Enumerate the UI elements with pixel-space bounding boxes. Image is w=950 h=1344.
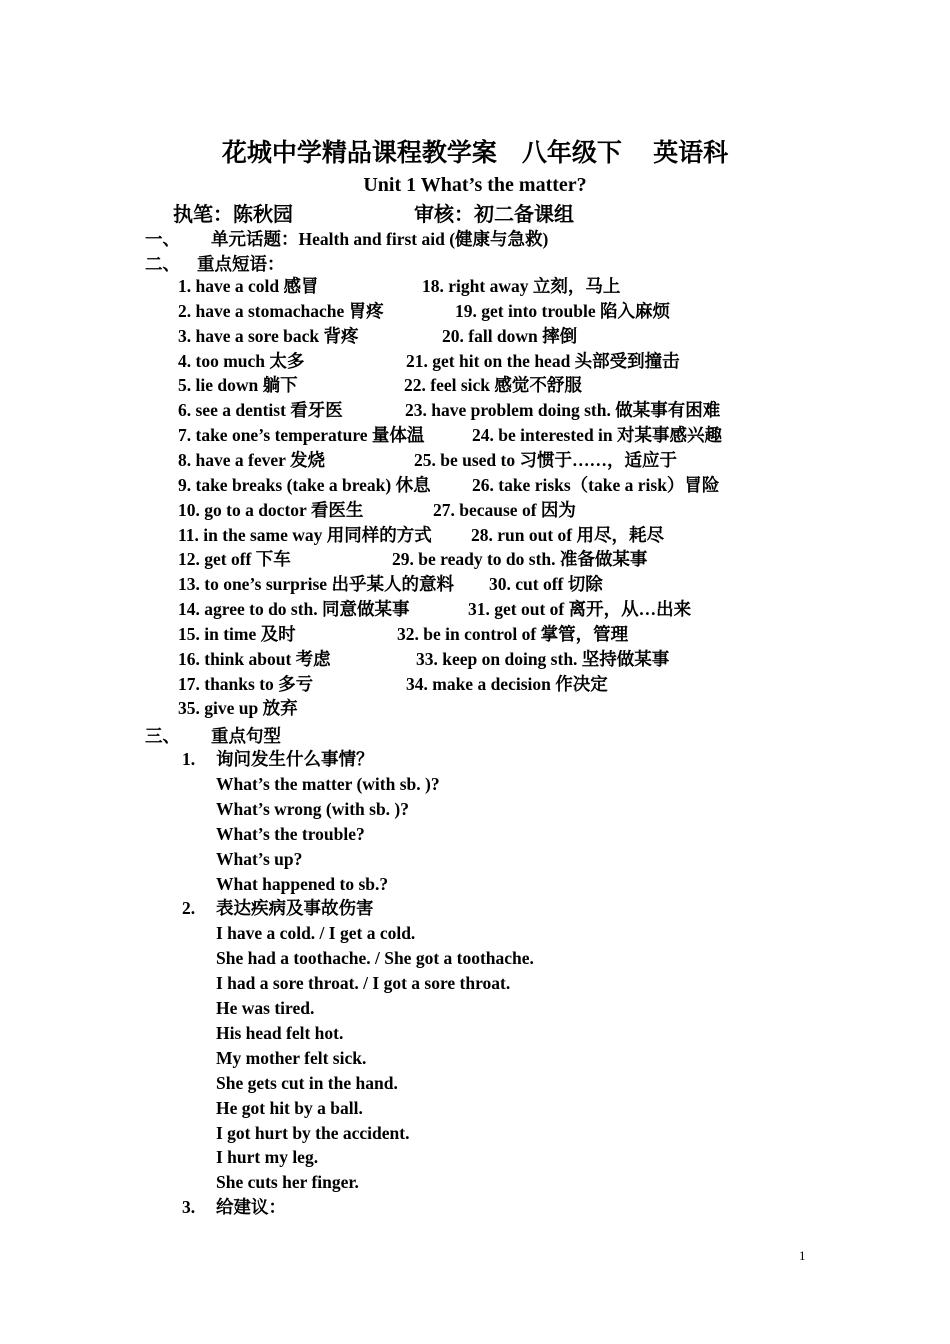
pattern-sentence: He was tired. — [216, 998, 315, 1018]
pattern-sentence: He got hit by a ball. — [216, 1097, 363, 1118]
pattern-number: 3. — [182, 1197, 196, 1218]
phrase-item: 8. have a fever 发烧 — [178, 449, 325, 470]
phrase-item: 24. be interested in 对某事感兴趣 — [472, 425, 723, 446]
phrase-item: 13. to one’s surprise 出乎某人的意料 — [178, 574, 454, 595]
phrase-item: 29. be ready to do sth. 准备做某事 — [392, 549, 648, 570]
pattern-heading: 询问发生什么事情？ — [216, 749, 374, 769]
pattern-sentence: I have a cold. / I get a cold. — [216, 923, 416, 944]
phrase-item: 21. get hit on the head 头部受到撞击 — [406, 350, 680, 371]
phrase-item: 14. agree to do sth. 同意做某事 — [178, 599, 410, 620]
phrase-item: 34. make a decision 作决定 — [406, 673, 608, 694]
pattern-sentence: I got hurt by the accident. — [216, 1122, 410, 1143]
phrase-item: 25. be used to 习惯于……，适应于 — [414, 449, 677, 470]
pattern-sentence: What’s the matter (with sb. )? — [216, 773, 440, 794]
phrase-item: 7. take one’s temperature 量体温 — [178, 425, 425, 446]
phrase-item: 22. feel sick 感觉不舒服 — [404, 375, 582, 396]
pattern-sentence: She gets cut in the hand. — [216, 1072, 398, 1093]
phrase-item: 18. right away 立刻，马上 — [422, 276, 621, 296]
phrase-item: 12. get off 下车 — [178, 549, 291, 570]
section-number: 三、 — [145, 726, 180, 746]
reviewer-label: 审核：初二备课组 — [414, 204, 574, 226]
pattern-sentence: What happened to sb.? — [216, 873, 389, 894]
phrase-item: 5. lie down 躺下 — [178, 375, 298, 396]
phrase-item: 4. too much 太多 — [178, 350, 305, 371]
section-heading-topic: 单元话题：Health and first aid (健康与急救) — [211, 229, 549, 249]
pattern-sentence: She cuts her finger. — [216, 1172, 359, 1193]
section-heading-phrases: 重点短语： — [197, 254, 285, 274]
page-title: 花城中学精品课程教学案 八年级下 英语科 — [221, 140, 729, 167]
phrase-item: 35. give up 放弃 — [178, 698, 298, 719]
pattern-sentence: What’s the trouble? — [216, 823, 365, 844]
pattern-heading: 表达疾病及事故伤害 — [216, 898, 374, 919]
phrase-item: 31. get out of 离开，从…出来 — [468, 599, 692, 620]
phrase-item: 9. take breaks (take a break) 休息 — [178, 474, 431, 495]
phrase-item: 10. go to a doctor 看医生 — [178, 499, 364, 520]
phrase-item: 11. in the same way 用同样的方式 — [178, 524, 432, 545]
phrase-item: 20. fall down 摔倒 — [442, 325, 578, 346]
pattern-sentence: What’s up? — [216, 848, 303, 869]
phrase-item: 16. think about 考虑 — [178, 648, 331, 669]
phrase-item: 30. cut off 切除 — [489, 574, 603, 595]
pattern-sentence: My mother felt sick. — [216, 1047, 367, 1068]
phrase-item: 19. get into trouble 陷入麻烦 — [455, 300, 671, 321]
pattern-number: 2. — [182, 898, 196, 919]
phrase-item: 2. have a stomachache 胃疼 — [178, 300, 384, 321]
author-label: 执笔：陈秋园 — [173, 204, 293, 226]
pattern-sentence: I had a sore throat. / I got a sore throat. — [216, 973, 511, 994]
phrase-item: 27. because of 因为 — [433, 499, 576, 520]
pattern-sentence: His head felt hot. — [216, 1022, 344, 1043]
phrase-item: 28. run out of 用尽，耗尽 — [471, 524, 664, 545]
phrase-item: 17. thanks to 多亏 — [178, 673, 314, 694]
unit-subtitle: Unit 1 What’s the matter? — [363, 174, 587, 196]
phrase-item: 15. in time 及时 — [178, 623, 296, 644]
phrase-item: 6. see a dentist 看牙医 — [178, 400, 343, 421]
phrase-item: 23. have problem doing sth. 做某事有困难 — [405, 400, 721, 421]
pattern-heading: 给建议： — [216, 1197, 286, 1218]
section-number: 二、 — [145, 254, 180, 274]
phrase-item: 26. take risks（take a risk）冒险 — [472, 474, 720, 495]
pattern-sentence: She had a toothache. / She got a toothache. — [216, 948, 534, 969]
section-heading-patterns: 重点句型 — [211, 726, 281, 746]
phrase-item: 33. keep on doing sth. 坚持做某事 — [416, 648, 670, 669]
pattern-sentence: What’s wrong (with sb. )? — [216, 798, 410, 819]
phrase-item: 1. have a cold 感冒 — [178, 276, 319, 296]
phrase-item: 32. be in control of 掌管，管理 — [397, 623, 629, 644]
pattern-sentence: I hurt my leg. — [216, 1147, 319, 1168]
page-number: 1 — [799, 1248, 806, 1263]
section-number: 一、 — [145, 229, 180, 249]
pattern-number: 1. — [182, 749, 196, 769]
phrase-item: 3. have a sore back 背疼 — [178, 325, 359, 346]
